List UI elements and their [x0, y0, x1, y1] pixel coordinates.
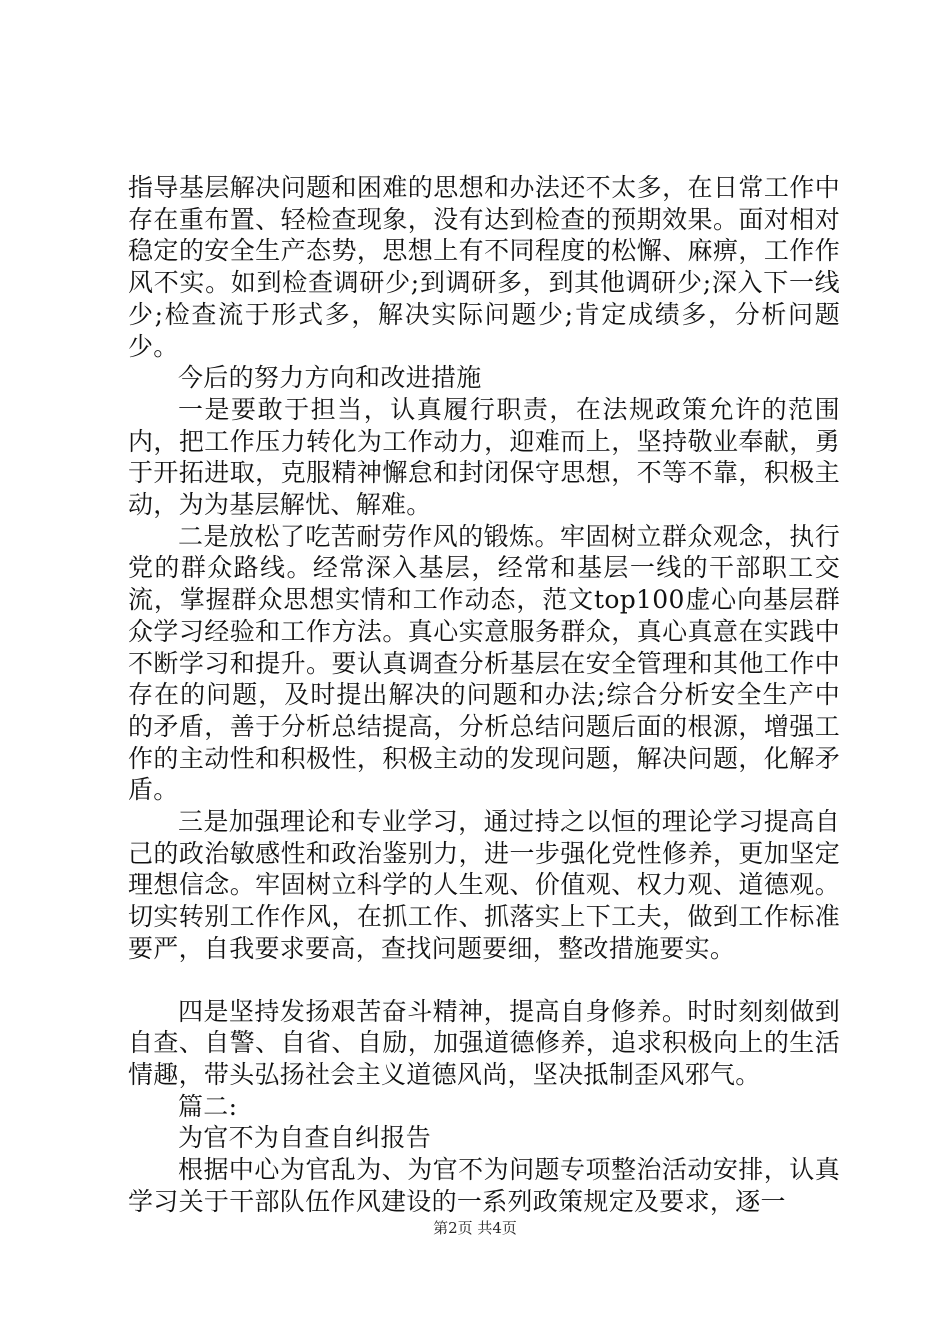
page-number-footer: 第2页 共4页 — [433, 1219, 517, 1237]
section-label-part-two: 篇二: — [178, 1091, 238, 1121]
paragraph-point-one: 一是要敢于担当，认真履行职责，在法规政策允许的范围内，把工作压力转化为工作动力，迎难而上，坚持敬业奉献，勇于开拓进取，克服精神懈怠和封闭保守思想，不等不靠，积极主动，为为基层解忧、解难。 — [128, 394, 840, 520]
report-title: 为官不为自查自纠报告 — [178, 1123, 432, 1153]
paragraph-point-two: 二是放松了吃苦耐劳作风的锻炼。牢固树立群众观念，执行党的群众路线。经常深入基层，经常和基层一线的干部职工交流，掌握群众思想实情和工作动态，范文top100虚心向基层群众学习经验和工作方法。真心实意服务群众，真心真意在实践中不断学习和提升。要认真调查分析基层在安全管理和其他工作中存在的问题，及时提出解决的问题和办法;综合分析安全生产中的矛盾，善于分析总结提高，分析总结问题后面的根源，增强工作的主动性和积极性，积极主动的发现问题，解决问题，化解矛盾。 — [128, 521, 840, 805]
paragraph-report-intro: 根据中心为官乱为、为官不为问题专项整治活动安排，认真学习关于干部队伍作风建设的一系列政策规定及要求，逐一 — [128, 1155, 840, 1216]
document-body — [128, 172, 840, 1218]
section-heading-improvement: 今后的努力方向和改进措施 — [178, 363, 482, 393]
paragraph-continued: 指导基层解决问题和困难的思想和办法还不太多，在日常工作中存在重布置、轻检查现象，没有达到检查的预期效果。面对相对稳定的安全生产态势，思想上有不同程度的松懈、麻痹，工作作风不实。如到检查调研少;到调研多，到其他调研少;深入下一线少;检查流于形式多，解决实际问题少;肯定成绩多，分析问题少。 — [128, 173, 840, 361]
paragraph-point-three: 三是加强理论和专业学习，通过持之以恒的理论学习提高自己的政治敏感性和政治鉴别力，进一步强化党性修养，更加坚定理想信念。牢固树立科学的人生观、价值观、权力观、道德观。切实转别工作作风，在抓工作、抓落实上下工夫，做到工作标准要严，自我要求要高，查找问题要细，整改措施要实。 — [128, 807, 840, 963]
paragraph-point-four: 四是坚持发扬艰苦奋斗精神，提高自身修养。时时刻刻做到自查、自警、自省、自励，加强道德修养，追求积极向上的生活情趣，带头弘扬社会主义道德风尚，坚决抵制歪风邪气。 — [128, 996, 840, 1089]
